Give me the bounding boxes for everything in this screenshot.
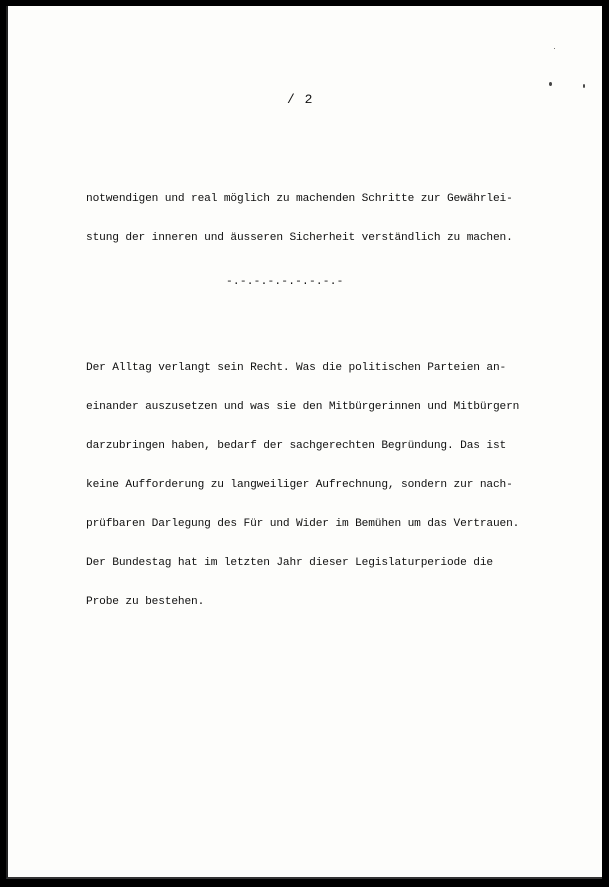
text-line: keine Aufforderung zu langweiliger Aufrechnung, sondern zur nach- (86, 479, 513, 491)
body-text (86, 141, 586, 661)
document-page (6, 6, 602, 879)
text-line: Der Alltag verlangt sein Recht. Was die politischen Parteien an- (86, 362, 507, 374)
page-number: / 2 (287, 92, 314, 107)
text-line: prüfbaren Darlegung des Für und Wider im Bemühen um das Vertrauen. (86, 518, 520, 530)
text-line: Der Bundestag hat im letzten Jahr dieser Legislaturperiode die (86, 557, 493, 569)
paragraph-2 (86, 336, 586, 635)
paragraph-1 (86, 167, 586, 271)
scan-speck (549, 82, 552, 86)
text-line: notwendigen und real möglich zu machenden Schritte zur Gewährlei- (86, 193, 513, 205)
text-line: darzubringen haben, bedarf der sachgerechten Begründung. Das ist (86, 440, 507, 452)
text-line: stung der inneren und äusseren Sicherheit verständlich zu machen. (86, 232, 513, 244)
scan-speck (554, 48, 555, 49)
scan-speck (583, 84, 585, 88)
closing-separator: -.-.-.-.-.-.-.-.- (226, 276, 344, 288)
paragraph-gap (86, 297, 586, 310)
text-line: Probe zu bestehen. (86, 596, 205, 608)
text-line: einander auszusetzen und was sie den Mitbürgerinnen und Mitbürgern (86, 401, 520, 413)
